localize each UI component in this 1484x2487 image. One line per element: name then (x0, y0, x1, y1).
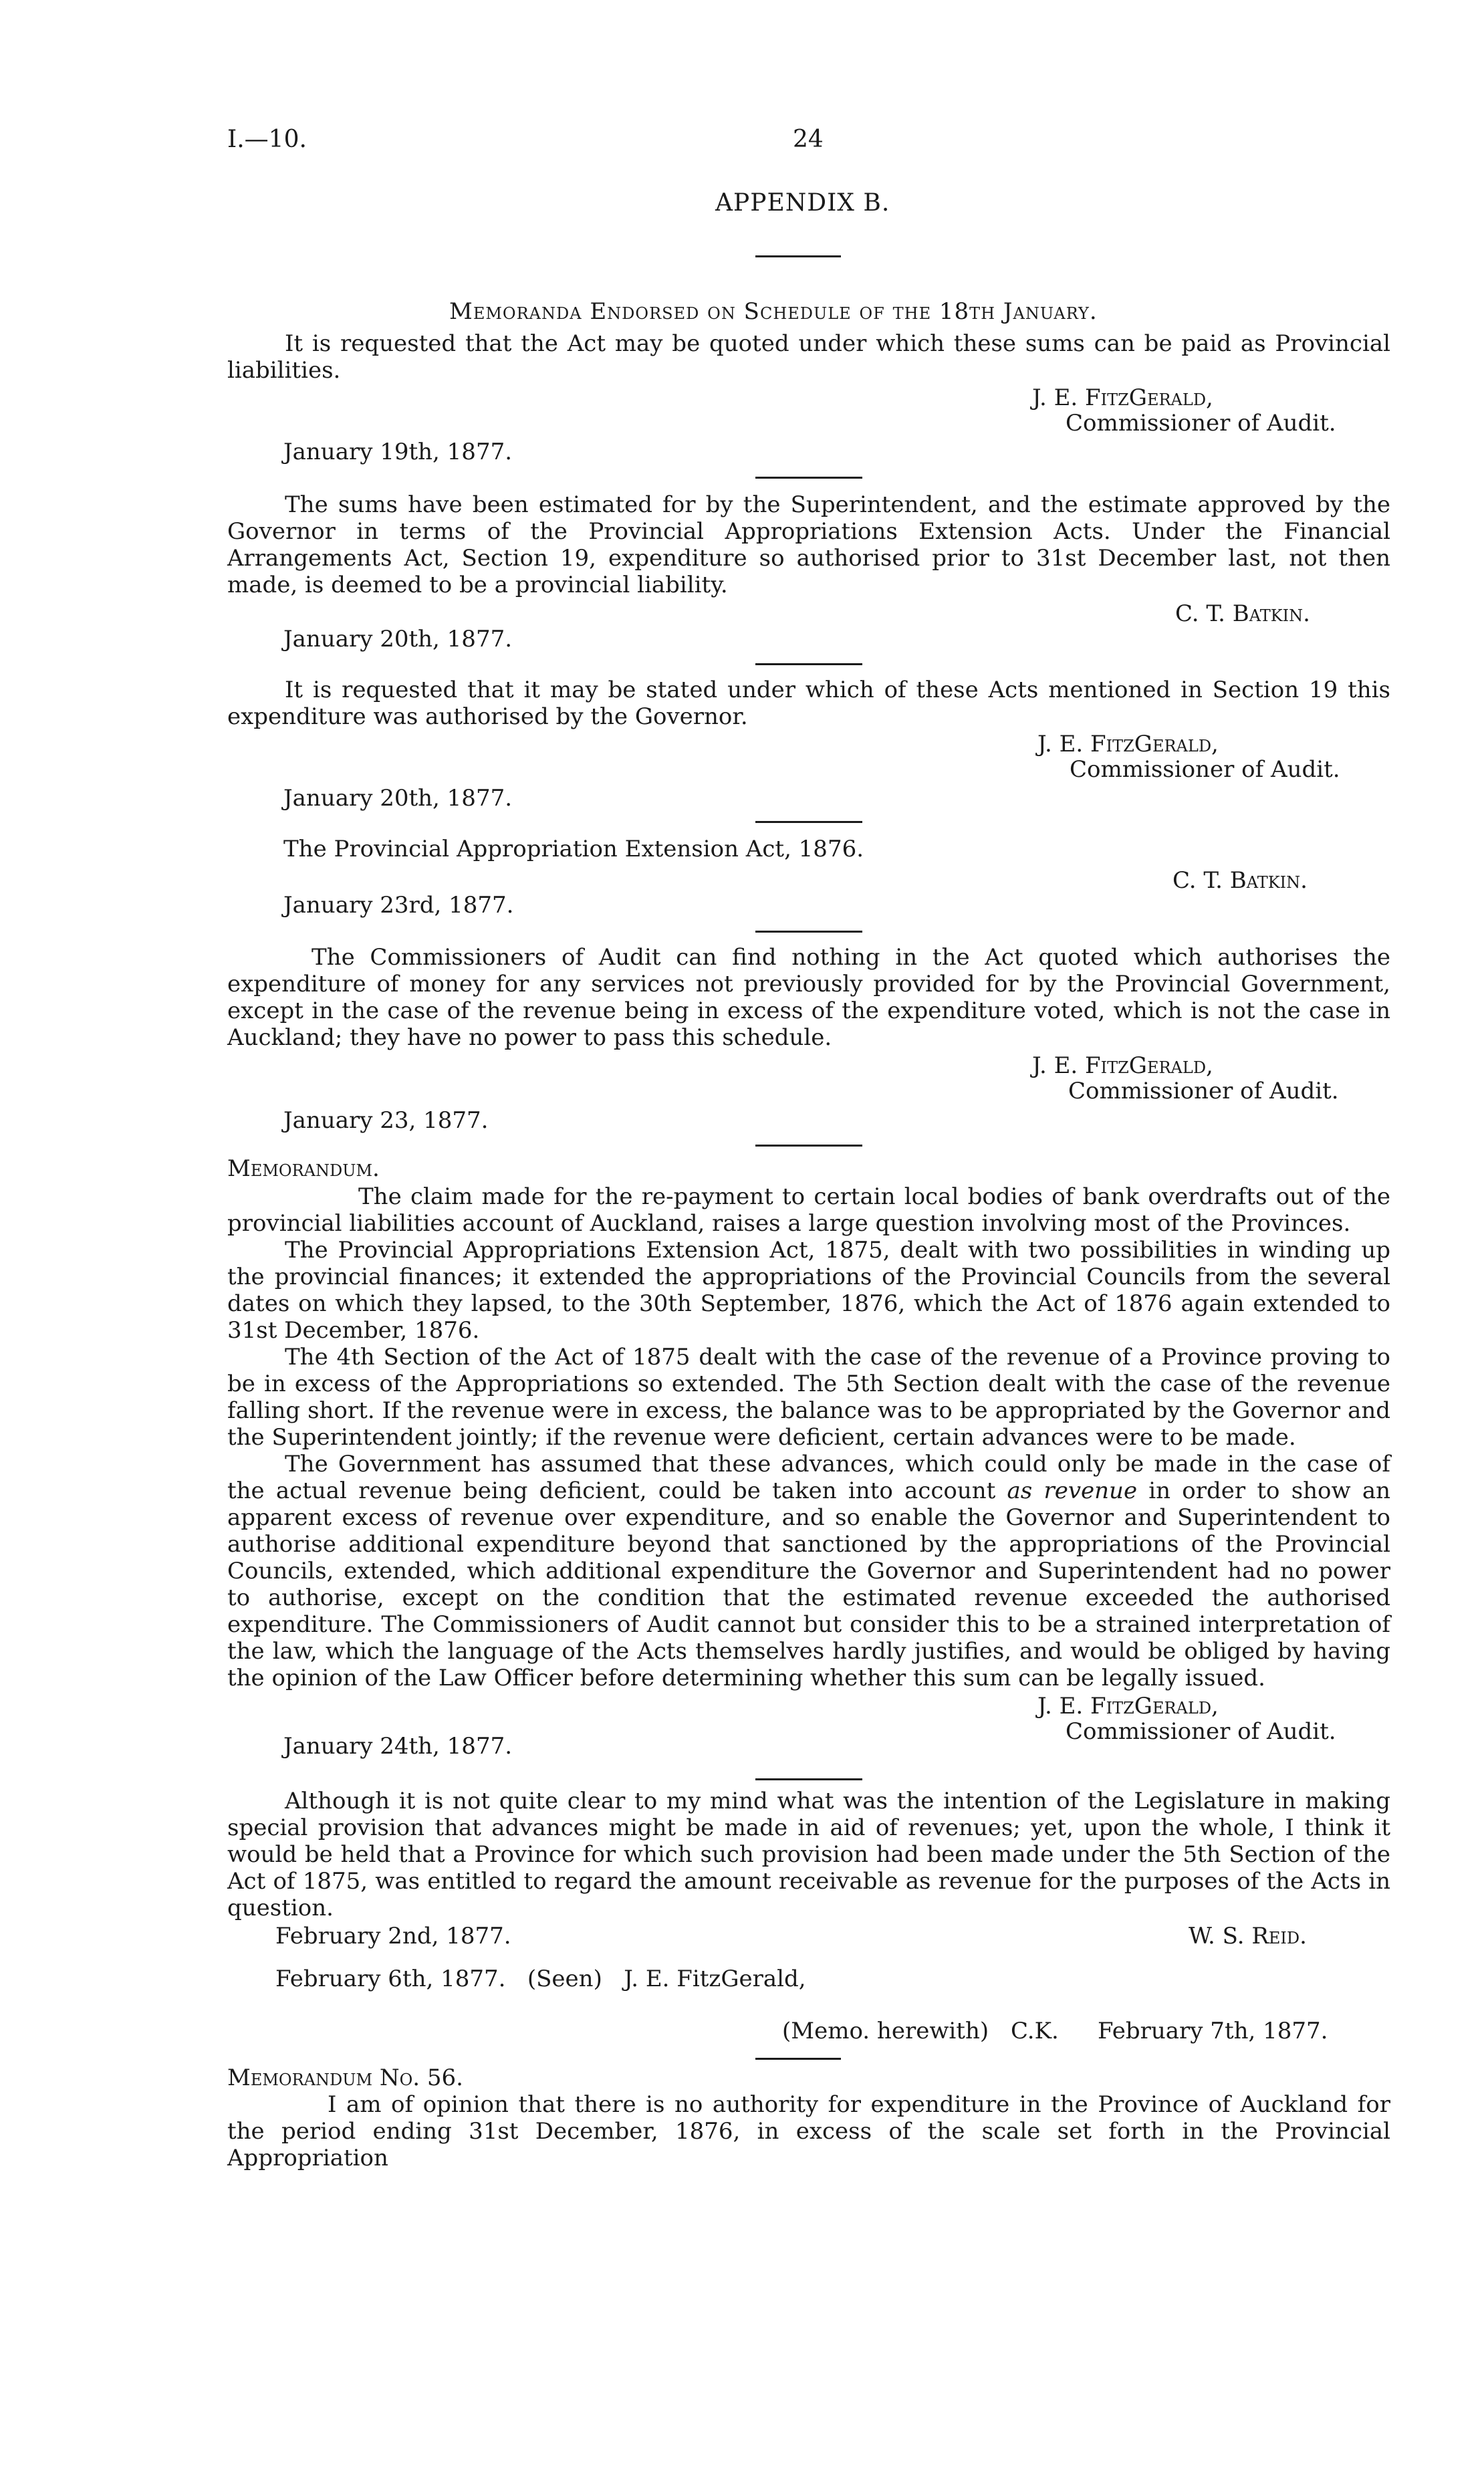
memo-3-date: January 20th, 1877. (283, 785, 513, 812)
italic-emphasis: as revenue (1007, 1477, 1138, 1504)
divider (755, 1778, 862, 1780)
memo-herewith: (Memo. herewith) (782, 2018, 989, 2044)
initials: C.K. (1011, 2018, 1059, 2044)
divider (755, 2058, 841, 2060)
memo-5-signature-title: Commissioner of Audit. (1068, 1078, 1339, 1104)
memo-6-date: February 2nd, 1877. (275, 1923, 511, 1949)
divider (755, 477, 862, 479)
memo-date: February 7th, 1877. (1098, 2018, 1328, 2044)
memo-1-text: It is requested that the Act may be quoted under which these sums can be paid as Provincial liabilities. (227, 330, 1390, 384)
divider (755, 821, 862, 823)
memorandum-heading: Memorandum. (227, 1155, 380, 1182)
memorandum-paragraph-3: The 4th Section of the Act of 1875 dealt with the case of the revenue of a Province proving to be in excess of the Appropriations so extended. The 5th Section dealt with the case of the revenue falling short. If the revenue were in excess, the balance was to be appropriated by the Governor and the Superintendent jointly; if the revenue were deficient, certain advances were to be made. (227, 1344, 1390, 1451)
memo-3-signature-title: Commissioner of Audit. (1070, 756, 1340, 783)
memo-4-signature: C. T. Batkin. (1172, 867, 1308, 894)
memo-5-text: The Commissioners of Audit can find nothing in the Act quoted which authorises the expenditure of money for any services not previously provided for by the Provincial Government, except in the case of the revenue being in excess of the expenditure voted, which is not the case in Auckland; they have no power to pass this schedule. (227, 944, 1390, 1051)
memo-6-text: Although it is not quite clear to my mind what was the intention of the Legislature in making special provision that advances might be made in aid of revenues; yet, upon the whole, I think it would be held that a Province for which such provision had been made under the 5th Section of the Act of 1875, was entitled to regard the amount receivable as revenue for the purposes of the Acts in question. (227, 1788, 1390, 1921)
memo-3-text: It is requested that it may be stated under which of these Acts mentioned in Section 19 this expenditure was authorised by the Governor. (227, 677, 1390, 730)
page-number: 24 (793, 126, 824, 153)
memorandum-56-text: I am of opinion that there is no authority for expenditure in the Province of Auckland for the period ending 31st December, 1876, in excess of the scale set forth in the Provincial Appropriation (227, 2091, 1390, 2171)
memorandum-paragraph-4: The Government has assumed that these advances, which could only be made in the case of the actual revenue being deficient, could be taken into account as revenue in order to show an apparent excess of revenue over expenditure, and so enable the Governor and Superintendent to authorise additional expenditure beyond that sanctioned by the appropriations of the Provincial Councils, extended, which additional expenditure the Governor and Superintendent had no power to authorise, except on the condition that the estimated revenue exceeded the authorised expenditure. The Commissioners of Audit cannot but consider this to be a strained interpretation of the law, which the language of the Acts themselves hardly justifies, and would be obliged by having the opinion of the Law Officer before determining whether this sum can be legally issued. (227, 1451, 1390, 1691)
divider (755, 663, 862, 665)
memo-1-signature: J. E. FitzGerald, (1032, 384, 1213, 411)
memorandum-signature: J. E. FitzGerald, (1037, 1693, 1219, 1720)
divider (755, 931, 862, 933)
memorandum-56-heading: Memorandum No. 56. (227, 2064, 463, 2091)
memorandum-paragraph-1: The claim made for the re-payment to certain local bodies of bank overdrafts out of the provincial liabilities account of Auckland, raises a large question involving most of the Provinces. (227, 1183, 1390, 1237)
document-reference: I.—10. (227, 126, 307, 153)
memorandum-signature-title: Commissioner of Audit. (1066, 1718, 1336, 1745)
memoranda-title: Memoranda Endorsed on Schedule of the 18th January. (449, 298, 1098, 325)
memo-2-text: The sums have been estimated for by the Superintendent, and the estimate approved by the Governor in terms of the Provincial Appropriations Extension Acts. Under the Financial Arrangements Act, Section 19, expenditure so authorised prior to 31st December last, not then made, is deemed to be a provincial liability. (227, 491, 1390, 598)
appendix-title: APPENDIX B. (715, 189, 890, 217)
memo-2-date: January 20th, 1877. (283, 626, 513, 653)
memo-1-signature-title: Commissioner of Audit. (1066, 410, 1336, 437)
memo-1-date: January 19th, 1877. (283, 439, 513, 465)
divider (755, 1145, 862, 1147)
memo-6-signature: W. S. Reid. (1189, 1923, 1307, 1949)
seen-line: February 6th, 1877. (Seen) J. E. FitzGerald, (275, 1966, 806, 1992)
divider (755, 255, 841, 257)
memo-5-signature: J. E. FitzGerald, (1032, 1052, 1213, 1079)
memo-4-date: January 23rd, 1877. (283, 892, 514, 919)
memo-5-date: January 23, 1877. (283, 1107, 489, 1134)
memorandum-paragraph-2: The Provincial Appropriations Extension Act, 1875, dealt with two possibilities in winding up the provincial finances; it extended the appropriations of the Provincial Councils from the several dates on which they lapsed, to the 30th September, 1876, which the Act of 1876 again extended to 31st December, 1876. (227, 1237, 1390, 1344)
memo-2-signature: C. T. Batkin. (1175, 600, 1310, 627)
memorandum-date: January 24th, 1877. (283, 1733, 513, 1760)
memo-3-signature: J. E. FitzGerald, (1037, 731, 1219, 757)
memo-4-text: The Provincial Appropriation Extension Act, 1876. (283, 836, 864, 862)
